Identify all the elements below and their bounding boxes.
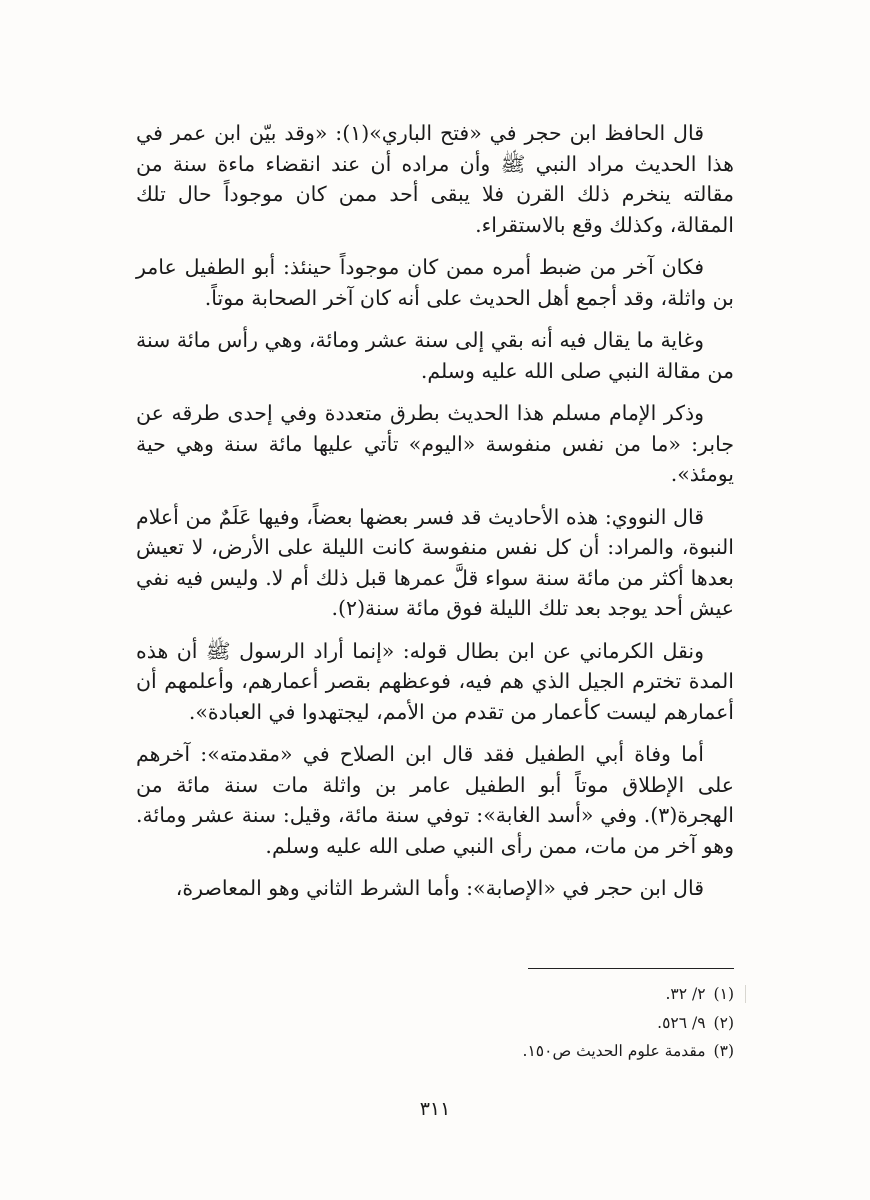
footnote-text: مقدمة علوم الحديث ص١٥٠. — [522, 1042, 706, 1060]
scan-artifact-line — [745, 985, 746, 1003]
paragraph: قال النووي: هذه الأحاديث قد فسر بعضها بعضاً، وفيها عَلَمٌ من أعلام النبوة، والمراد: أن كل نفس منفوسة كانت الليلة على الأرض، لا تعيش بعدها أكثر من مائة سنة سواء قلَّ عمرها قبل ذلك أم لا. وليس فيه نفي عيش أحد يوجد بعد تلك الليلة فوق مائة سنة(٢). — [136, 504, 734, 620]
main-text — [136, 118, 734, 904]
paragraph: أما وفاة أبي الطفيل فقد قال ابن الصلاح في «مقدمته»: آخرهم على الإطلاق موتاً أبو الطفيل عامر بن واثلة مات سنة مائة من الهجرة(٣). وفي «أسد الغابة»: توفي سنة مائة، وقيل: سنة عشر ومائة. وهو آخر من مات، ممن رأى النبي صلى الله عليه وسلم. — [136, 742, 734, 858]
footnote-text: ٢/ ٣٢. — [665, 985, 706, 1003]
paragraph: فكان آخر من ضبط أمره ممن كان موجوداً حينئذ: أبو الطفيل عامر بن واثلة، وقد أجمع أهل الحديث على أنه كان آخر الصحابة موتاً. — [136, 255, 734, 310]
footnote-text: ٩/ ٥٢٦. — [657, 1013, 706, 1032]
paragraph: قال ابن حجر في «الإصابة»: وأما الشرط الثاني وهو المعاصرة، — [175, 876, 704, 900]
footnote-marker: (٢) — [713, 1013, 734, 1032]
footnote-marker: (١) — [713, 985, 734, 1003]
paragraph: ونقل الكرماني عن ابن بطال قوله: «إنما أراد الرسول ﷺ أن هذه المدة تخترم الجيل الذي هم فيه، فوعظهم بقصر أعمارهم، وأعلمهم أن أعمارهم ليست كأعمار من تقدم من الأمم، ليجتهدوا في العبادة». — [136, 638, 734, 724]
footnote-item — [300, 980, 734, 1009]
paragraph: وغاية ما يقال فيه أنه بقي إلى سنة عشر ومائة، وهي رأس مائة سنة من مقالة النبي صلى الله عليه وسلم. — [136, 328, 734, 383]
footnote-divider — [528, 968, 734, 969]
paragraph: وذكر الإمام مسلم هذا الحديث بطرق متعددة وفي إحدى طرقه عن جابر: «ما من نفس منفوسة «اليوم» تأتي عليها مائة سنة وهي حية يومئذ». — [136, 401, 734, 486]
footnote-item — [300, 1009, 734, 1038]
page-number: ٣١١ — [419, 1098, 451, 1120]
footnote-marker: (٣) — [713, 1042, 734, 1060]
paragraph: قال الحافظ ابن حجر في «فتح الباري»(١): «وقد بيّن ابن عمر في هذا الحديث مراد النبي ﷺ وأن مراده أن عند انقضاء ماءة سنة من مقالته ينخرم ذلك القرن فلا يبقى أحد ممن كان موجوداً حال تلك المقالة، وكذلك وقع بالاستقراء. — [136, 121, 734, 237]
footnotes — [300, 980, 734, 1066]
footnote-item — [300, 1037, 734, 1066]
